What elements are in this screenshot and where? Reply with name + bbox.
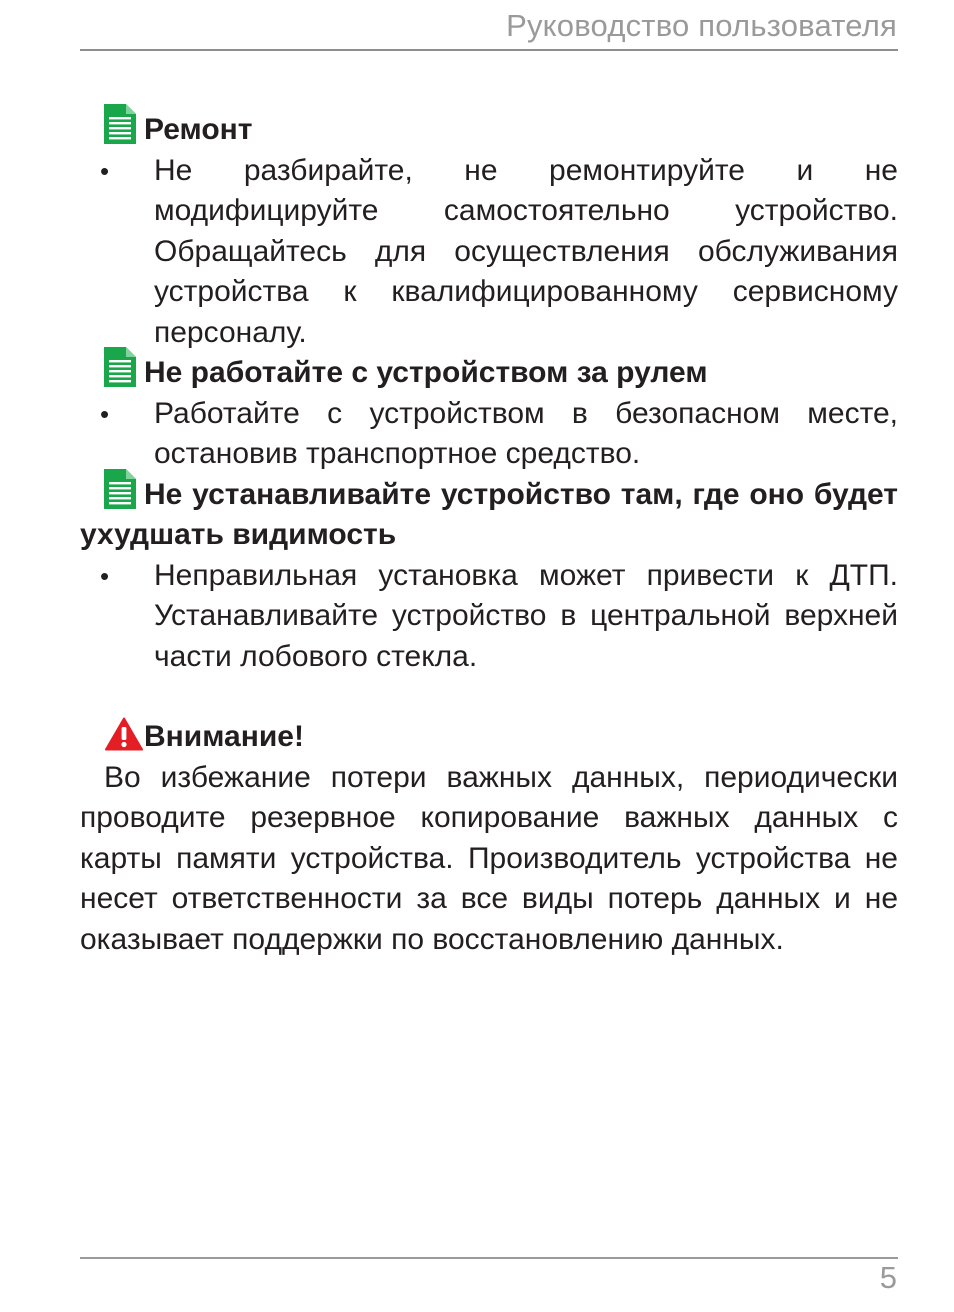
section-heading-visibility xyxy=(80,475,898,556)
bullet-dot: • xyxy=(100,155,110,186)
section-heading-text: Не устанавливайте устройство там, где оно будет ухудшать видимость xyxy=(80,477,898,551)
bullet-item xyxy=(80,394,898,475)
bullet-dot: • xyxy=(100,398,110,429)
header-divider xyxy=(80,49,898,51)
document-icon xyxy=(104,469,136,521)
warning-block xyxy=(80,717,898,960)
bullet-item xyxy=(80,151,898,354)
section-heading-driving xyxy=(80,353,898,394)
bullet-text: Работайте с устройством в безопасном месте, остановив транспортное средство. xyxy=(154,396,898,470)
bullet-text: Неправильная установка может привести к ДТП. Устанавливайте устройство в центральной верхней части лобового стекла. xyxy=(154,558,898,673)
footer-divider xyxy=(80,1257,898,1259)
section-heading-text: Ремонт xyxy=(144,113,253,146)
document-icon xyxy=(104,104,136,156)
document-body xyxy=(80,110,898,960)
section-heading-repair xyxy=(80,110,898,151)
page-header-title: Руководство пользователя xyxy=(506,8,897,43)
warning-text: Во избежание потери важных данных, периодически проводите резервное копирование важных данных с карты памяти устройства. Производитель устройства не несет ответственности за все виды потерь данных и не оказывает поддержки по восстановлению данных. xyxy=(80,760,898,956)
bullet-item xyxy=(80,556,898,678)
document-icon xyxy=(104,347,136,399)
warning-heading-text: Внимание! xyxy=(144,720,304,753)
warning-heading xyxy=(80,717,898,758)
page-number: 5 xyxy=(879,1260,897,1295)
section-heading-text: Не работайте с устройством за рулем xyxy=(144,356,708,389)
warning-triangle-icon xyxy=(105,717,143,763)
bullet-text: Не разбирайте, не ремонтируйте и не модифицируйте самостоятельно устройство. Обращайтесь для осуществления обслуживания устройства к квалифицированному сервисному персоналу. xyxy=(154,153,898,349)
bullet-dot: • xyxy=(100,560,110,591)
